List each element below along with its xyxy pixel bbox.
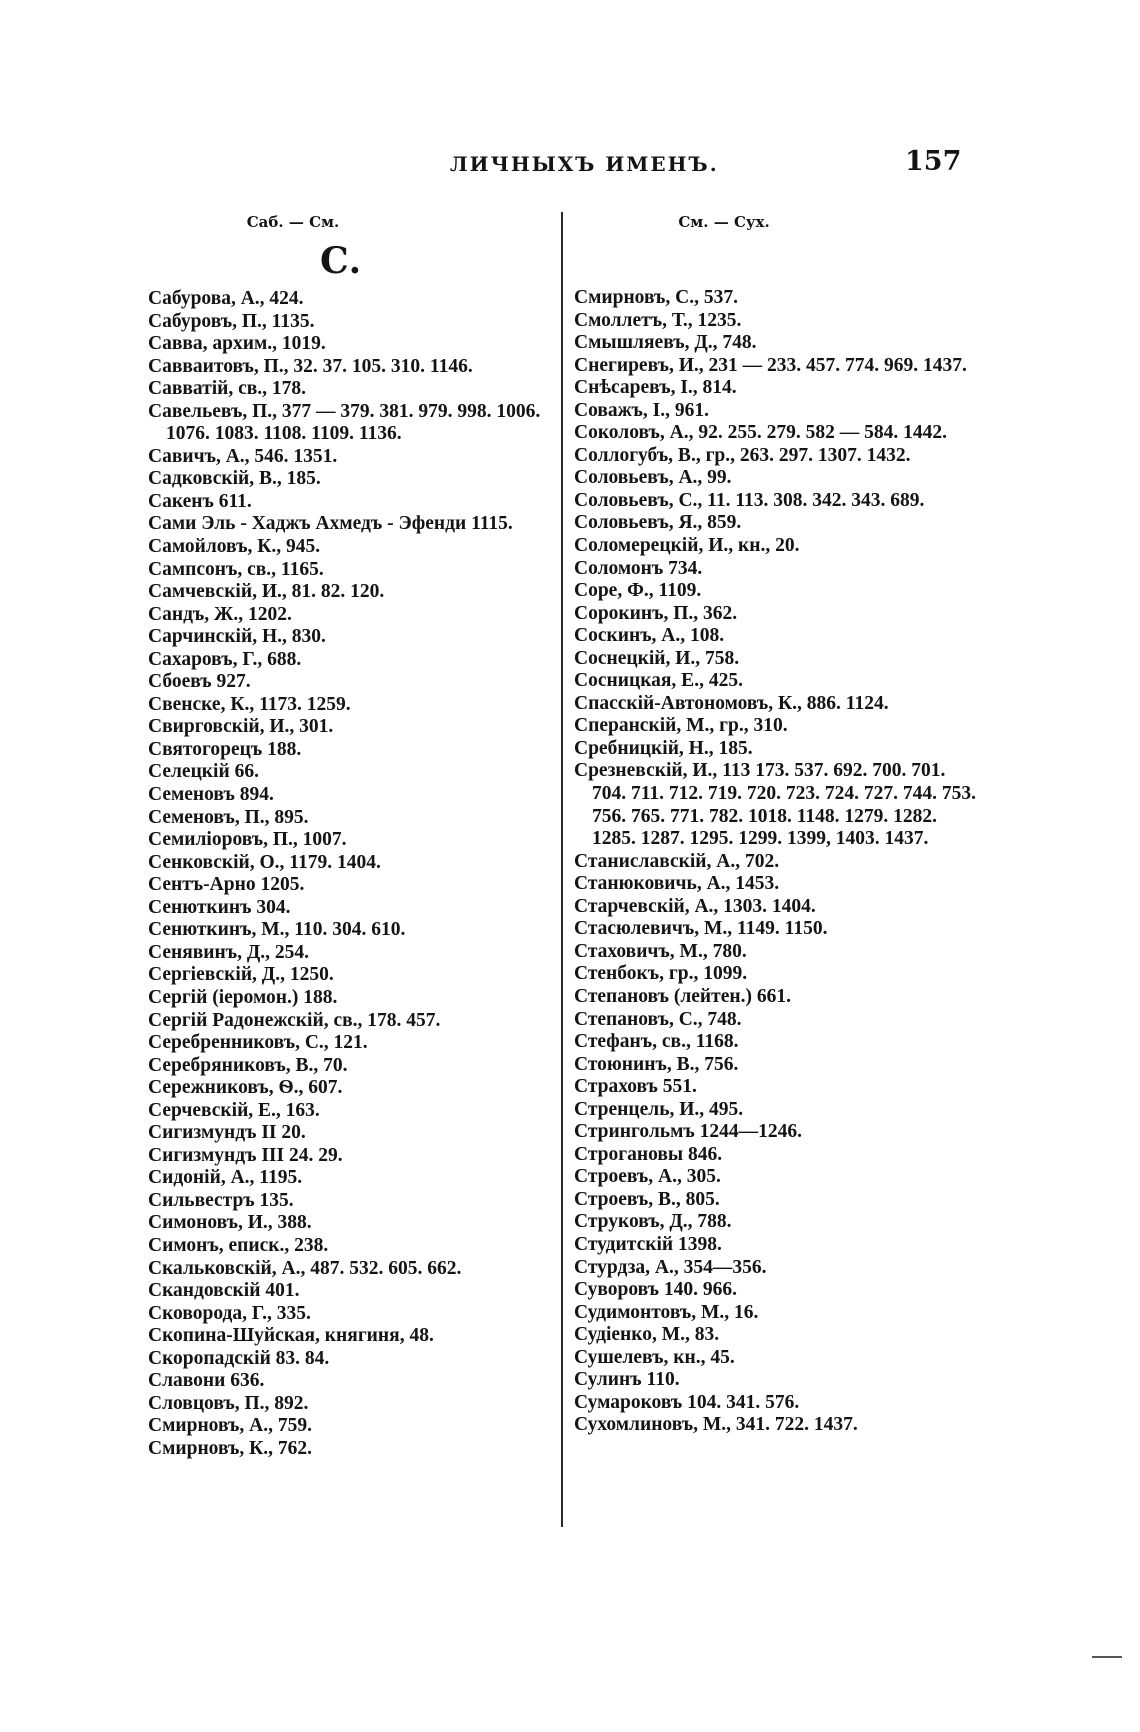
index-entry: Скальковскій, А., 487. 532. 605. 662.: [148, 1257, 462, 1279]
index-entry: Судимонтовъ, М., 16.: [574, 1301, 759, 1323]
page-number: 157: [905, 146, 962, 177]
index-entry: Савваитовъ, П., 32. 37. 105. 310. 1146.: [148, 355, 473, 377]
index-entry: Сидоній, А., 1195.: [148, 1167, 303, 1189]
index-entry: Сигизмундъ II 20.: [148, 1122, 306, 1144]
index-entry: Сребницкій, Н., 185.: [574, 737, 753, 759]
index-entry: Серебряниковъ, В., 70.: [148, 1054, 348, 1076]
index-entry: Сакенъ 611.: [148, 490, 252, 512]
index-entry: Селецкій 66.: [148, 761, 259, 783]
index-entry: Сами Эль - Хаджъ Ахмедъ - Эфенди 1115.: [148, 513, 513, 535]
index-entry: Сампсонъ, св., 1165.: [148, 558, 324, 580]
index-entry: Савва, архим., 1019.: [148, 333, 326, 355]
index-entry: Сорокинъ, П., 362.: [574, 602, 738, 624]
index-entry: Сосницкая, Е., 425.: [574, 670, 743, 692]
index-entry: Сабурова, А., 424.: [148, 288, 304, 309]
index-entry: Славони 636.: [148, 1370, 265, 1392]
index-entry: Сандъ, Ж., 1202.: [148, 603, 292, 625]
index-entry: Сахаровъ, Г., 688.: [148, 648, 302, 670]
index-entry: Соломерецкій, И., кн., 20.: [574, 535, 800, 557]
index-entry: Сковорода, Г., 335.: [148, 1302, 311, 1324]
index-entry: Страховъ 551.: [574, 1076, 697, 1098]
index-entry: Соловьевъ, С., 11. 113. 308. 342. 343. 689.: [574, 489, 925, 511]
index-entry: Старчевскій, А., 1303. 1404.: [574, 895, 816, 917]
index-entry: Соважъ, І., 961.: [574, 399, 709, 421]
index-entry: Савельевъ, П., 377 — 379. 381. 979. 998. 1006. 1076. 1083. 1108. 1109. 1136.: [148, 400, 541, 445]
index-entry: Соломонъ 734.: [574, 557, 703, 579]
index-entry: Сарчинскій, Н., 830.: [148, 626, 326, 648]
index-entry: Сперанскій, М., гр., 310.: [574, 715, 788, 737]
index-entry: Соснецкій, И., 758.: [574, 647, 740, 669]
index-entry: Сергій (іеромон.) 188.: [148, 986, 338, 1008]
left-entry-list: [148, 288, 553, 1460]
index-entry: Сулинъ 110.: [574, 1369, 680, 1391]
index-entry: Свенске, К., 1173. 1259.: [148, 693, 351, 715]
running-title: ЛИЧНЫХЪ ИМЕНЪ.: [450, 152, 719, 176]
left-column: [148, 210, 553, 1460]
index-entry: Соскинъ, А., 108.: [574, 625, 725, 647]
index-entry: Стасюлевичъ, М., 1149. 1150.: [574, 918, 828, 940]
index-entry: Сенковскій, О., 1179. 1404.: [148, 851, 381, 873]
running-head: [0, 146, 1140, 190]
index-entry: Судіенко, М., 83.: [574, 1324, 720, 1346]
index-entry: Срезневскій, И., 113 173. 537. 692. 700. 701. 704. 711. 712. 719. 720. 723. 724. 727. 744. 753. 756. 765. 771. 782. 1018. 1148. 1279. 1282. 1285. 1287. 1295. 1299. 1399, 1403. 1437.: [574, 760, 977, 850]
index-entry: Сабуровъ, П., 1135.: [148, 310, 315, 332]
index-entry: Соловьевъ, Я., 859.: [574, 512, 742, 534]
index-entry: Степановъ, С., 748.: [574, 1008, 742, 1030]
index-entry: Смирновъ, С., 537.: [574, 287, 738, 308]
column-divider: [561, 212, 563, 1527]
index-entry: Соколовъ, А., 92. 255. 279. 582 — 584. 1442.: [574, 422, 948, 444]
index-entry: Самойловъ, К., 945.: [148, 536, 321, 558]
index-entry: Савичъ, А., 546. 1351.: [148, 445, 338, 467]
index-entry: Степановъ (лейтен.) 661.: [574, 985, 791, 1007]
index-entry: Стурдза, А., 354—356.: [574, 1256, 767, 1278]
index-entry: Сбоевъ 927.: [148, 671, 251, 693]
index-entry: Сережниковъ, Ѳ., 607.: [148, 1077, 343, 1099]
index-entry: Сенявинъ, Д., 254.: [148, 941, 310, 963]
index-entry: Сумароковъ 104. 341. 576.: [574, 1391, 800, 1413]
index-entry: Семеновъ, П., 895.: [148, 806, 309, 828]
index-entry: Святогорецъ 188.: [148, 738, 302, 760]
right-column: [574, 210, 984, 1437]
index-entry: Сергіевскій, Д., 1250.: [148, 964, 334, 986]
index-entry: Сергій Радонежскій, св., 178. 457.: [148, 1009, 441, 1031]
index-entry: Словцовъ, П., 892.: [148, 1392, 309, 1414]
index-entry: Станиславскій, А., 702.: [574, 850, 780, 872]
index-entry: Строевъ, В., 805.: [574, 1188, 720, 1210]
index-entry: Стефанъ, св., 1168.: [574, 1031, 739, 1053]
section-letter: С.: [320, 240, 362, 282]
index-entry: Смоллетъ, Т., 1235.: [574, 309, 742, 331]
index-entry: Семиліоровъ, П., 1007.: [148, 829, 347, 851]
index-entry: Стренцель, И., 495.: [574, 1098, 744, 1120]
index-entry: Серебренниковъ, С., 121.: [148, 1032, 368, 1054]
index-entry: Серчевскій, Е., 163.: [148, 1099, 320, 1121]
index-entry: Суворовъ 140. 966.: [574, 1279, 738, 1301]
index-entry: Смирновъ, А., 759.: [148, 1415, 312, 1437]
index-entry: Самчевскій, И., 81. 82. 120.: [148, 581, 385, 603]
index-entry: Семеновъ 894.: [148, 784, 274, 806]
index-entry: Снѣсаревъ, І., 814.: [574, 377, 737, 399]
index-entry: Строевъ, А., 305.: [574, 1166, 721, 1188]
index-entry: Стаховичъ, М., 780.: [574, 940, 747, 962]
index-entry: Скандовскій 401.: [148, 1280, 300, 1302]
index-entry: Спасскій-Автономовъ, К., 886. 1124.: [574, 692, 889, 714]
left-column-heading: Саб. — См.: [246, 213, 340, 231]
index-entry: Сильвестръ 135.: [148, 1189, 294, 1211]
right-entry-list: [574, 287, 984, 1437]
index-entry: Сентъ-Арно 1205.: [148, 874, 305, 896]
index-entry: Стрингольмъ 1244—1246.: [574, 1121, 802, 1143]
index-entry: Сушелевъ, кн., 45.: [574, 1346, 735, 1368]
index-entry: Скоропадскій 83. 84.: [148, 1347, 330, 1369]
index-entry: Соре, Ф., 1109.: [574, 580, 702, 602]
index-entry: Смышляевъ, Д., 748.: [574, 332, 757, 354]
edge-mark: [1092, 1656, 1122, 1658]
index-entry: Савватій, св., 178.: [148, 378, 307, 400]
index-entry: Снегиревъ, И., 231 — 233. 457. 774. 969. 1437.: [574, 354, 967, 376]
index-entry: Студитскій 1398.: [574, 1233, 722, 1255]
index-entry: Сенюткинъ 304.: [148, 896, 291, 918]
right-column-heading: См. — Сух.: [678, 213, 770, 231]
index-entry: Струковъ, Д., 788.: [574, 1211, 732, 1233]
index-entry: Смирновъ, К., 762.: [148, 1437, 312, 1459]
index-entry: Сенюткинъ, М., 110. 304. 610.: [148, 919, 406, 941]
index-entry: Стоюнинъ, В., 756.: [574, 1053, 739, 1075]
index-entry: Соловьевъ, А., 99.: [574, 467, 732, 489]
index-entry: Сухомлиновъ, М., 341. 722. 1437.: [574, 1414, 858, 1436]
index-entry: Садковскій, В., 185.: [148, 468, 321, 490]
index-entry: Скопина-Шуйская, княгиня, 48.: [148, 1325, 434, 1347]
index-entry: Строгановы 846.: [574, 1143, 723, 1165]
index-entry: Стенбокъ, гр., 1099.: [574, 963, 748, 985]
index-entry: Сигизмундъ III 24. 29.: [148, 1144, 343, 1166]
index-entry: Свирговскій, И., 301.: [148, 716, 334, 738]
index-entry: Симоновъ, И., 388.: [148, 1212, 312, 1234]
index-entry: Станюковичь, А., 1453.: [574, 873, 780, 895]
index-entry: Симонъ, еписк., 238.: [148, 1234, 329, 1256]
index-entry: Соллогубъ, В., гр., 263. 297. 1307. 1432.: [574, 444, 911, 466]
